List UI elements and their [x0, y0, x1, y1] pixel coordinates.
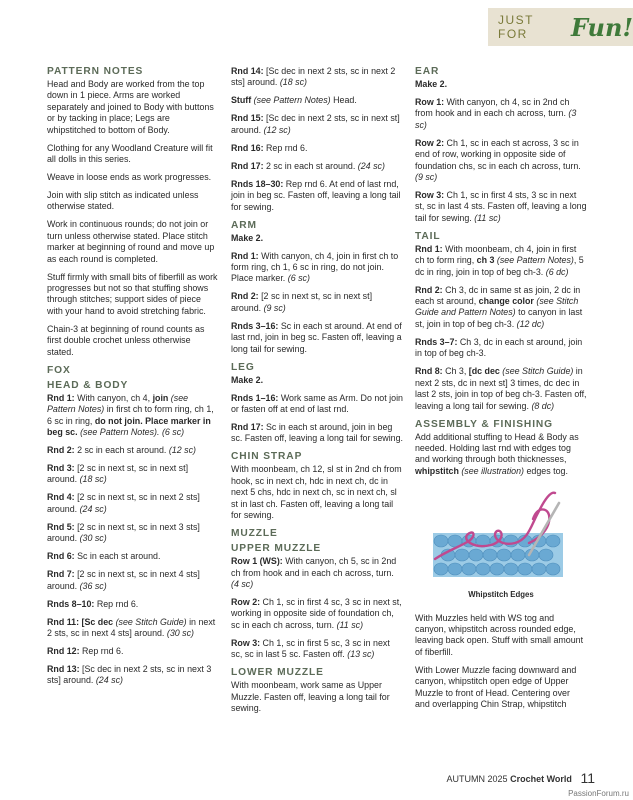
leg-rnds1-16: Rnds 1–16: Work same as Arm. Do not join or fasten off at end of last rnd.	[231, 392, 403, 415]
upper-muzzle-heading: UPPER MUZZLE	[231, 543, 322, 555]
note-paragraph: Chain-3 at beginning of round counts as first double crochet unless otherwise stated.	[47, 323, 205, 357]
ear-row3: Row 3: Ch 1, sc in first 4 sts, 3 sc in next st, sc in last 4 sts. Fasten off, leaving a long tail for sewing. (11 sc)	[415, 190, 587, 223]
upper-row2: Row 2: Ch 1, sc in first 4 sc, 3 sc in next st, working in opposite side of foundation ch, sc in each ch across, turn. (11 sc)	[231, 596, 402, 630]
tail-heading: TAIL	[415, 230, 441, 242]
chin-strap-text: With moonbeam, ch 12, sl st in 2nd ch from hook, sc in next ch, hdc in next ch, dc in next 5 chs, hdc in next ch, sc in next ch, sl st in last ch. Fasten off, leaving a long tail for sewing.	[231, 464, 402, 521]
magazine-name: Crochet World	[510, 774, 572, 784]
upper-row3: Row 3: Ch 1, sc in first 5 sc, 3 sc in next sc, sc in last 5 sc. Fasten off. (13 sc)	[231, 637, 390, 660]
instruction-rnds18-30: Rnds 18–30: Rep rnd 6. At end of last rnd, join in beg sc. Fasten off, leaving a long tail for sewing.	[231, 178, 401, 212]
note-paragraph: Head and Body are worked from the top down in 1 piece. Arms are worked separately and joined to Body with buttons or by tacking in place; Legs are whipstitched to bottom of Body.	[47, 79, 214, 135]
tail-rnd1: Rnd 1: With moonbeam, ch 4, join in first ch to form ring, ch 3 (see Pattern Notes), 5 dc in ring, join in top of beg ch-3. (6 dc)	[415, 243, 584, 277]
banner-just-for: JUST FOR	[498, 13, 534, 41]
ear-row1: Row 1: With canyon, ch 4, sc in 2nd ch from hook and in each ch across, turn. (3 sc)	[415, 97, 577, 130]
issue-label: AUTUMN 2025	[446, 774, 508, 784]
muzzle-heading: MUZZLE	[231, 528, 278, 540]
instruction-rnd15: Rnd 15: [Sc dec in next 2 sts, sc in next st] around. (12 sc)	[231, 113, 400, 135]
lower-muzzle-assembly-text: With Lower Muzzle facing downward and canyon, whipstitch open edge of Upper Muzzle to front of Head. Centering over and overlapping Chin Strap, whipstitch	[415, 664, 577, 709]
chin-strap-heading: CHIN STRAP	[231, 451, 303, 463]
instruction-rnd17: Rnd 17: 2 sc in each st around. (24 sc)	[231, 160, 385, 171]
instruction-rnd5: Rnd 5: [2 sc in next st, sc in next 3 sts] around. (30 sc)	[47, 521, 200, 544]
lower-muzzle-heading: LOWER MUZZLE	[231, 667, 324, 679]
column-3	[415, 66, 587, 717]
leg-make: Make 2.	[231, 374, 264, 385]
lower-muzzle-text: With moonbeam, work same as Upper Muzzle. Fasten off, leaving a long tail for sewing.	[231, 680, 390, 713]
instruction-rnd12: Rnd 12: Rep rnd 6.	[47, 645, 124, 656]
instruction-rnd6: Rnd 6: Sc in each st around.	[47, 551, 161, 562]
banner-fun: Fun!	[570, 12, 633, 42]
note-paragraph: Clothing for any Woodland Creature will fit all dolls in this series.	[47, 142, 213, 165]
instruction-stuff: Stuff (see Pattern Notes) Head.	[231, 95, 357, 106]
ear-row2: Row 2: Ch 1, sc in each st across, 3 sc in end of row, working in opposite side of foundation chs, sc in each ch across, turn. (9 sc)	[415, 137, 581, 183]
arm-rnd1: Rnd 1: With canyon, ch 4, join in first ch to form ring, ch 1, 6 sc in ring, do not join. Place marker. (6 sc)	[231, 250, 399, 284]
pattern-notes-heading: PATTERN NOTES	[47, 66, 144, 77]
arm-rnds3-16: Rnds 3–16: Sc in each st around. At end of last rnd, join in beg sc. Fasten off, leaving a long tail for sewing.	[231, 320, 402, 354]
leg-rnd17: Rnd 17: Sc in each st around, join in beg sc. Fasten off, leaving a long tail for sewing.	[231, 422, 404, 444]
whipstitch-illustration	[433, 485, 563, 583]
head-body-heading: HEAD & BODY	[47, 379, 129, 391]
ear-heading: EAR	[415, 66, 440, 77]
figure-caption: Whipstitch Edges	[468, 590, 534, 600]
leg-heading: LEG	[231, 361, 255, 373]
assembly-heading: ASSEMBLY & FINISHING	[415, 418, 554, 430]
watermark: PassionForum.ru	[568, 789, 629, 798]
arm-heading: ARM	[231, 219, 257, 231]
instruction-rnd4: Rnd 4: [2 sc in next st, sc in next 2 sts] around. (24 sc)	[47, 492, 200, 514]
column-1	[47, 66, 219, 693]
whipstitch-diagram	[433, 485, 563, 583]
upper-row1: Row 1 (WS): With canyon, ch 5, sc in 2nd ch from hook and in each ch across, turn. (4 sc)	[231, 556, 397, 589]
instruction-rnd16: Rnd 16: Rep rnd 6.	[231, 142, 308, 153]
column-2	[231, 66, 403, 721]
page-footer	[447, 770, 595, 786]
page-number: 11	[580, 770, 595, 786]
section-banner	[488, 8, 633, 46]
instruction-rnd13: Rnd 13: [Sc dec in next 2 sts, sc in next 3 sts] around. (24 sc)	[47, 663, 212, 686]
ear-make: Make 2.	[415, 79, 448, 89]
assembly-text: Add additional stuffing to Head & Body as needed. Holding last rnd with edges tog and working through both thicknesses, whipstitch (see illustration) edges tog.	[415, 431, 579, 476]
note-paragraph: Join with slip stitch as indicated unless otherwise stated.	[47, 190, 199, 212]
note-paragraph: Stuff firmly with small bits of fiberfill as work progresses but not so that stuffing shows through stitches; support sides of piece with your hand to avoid stretching fabric.	[47, 271, 218, 316]
instruction-rnd3: Rnd 3: [2 sc in next st, sc in next st] around. (18 sc)	[47, 462, 189, 485]
instruction-rnd2: Rnd 2: 2 sc in each st around. (12 sc)	[47, 444, 196, 455]
fox-heading: FOX	[47, 364, 71, 376]
tail-rnd2: Rnd 2: Ch 3, dc in same st as join, 2 dc in each st around, change color (see Stitch Guide and Pattern Notes) to canyon in last st, join in top of beg ch-3. (12 dc)	[415, 284, 583, 329]
note-paragraph: Work in continuous rounds; do not join or turn unless otherwise stated. Place stitch marker at beginning of round and move up as each round is completed.	[47, 219, 215, 264]
muzzle-assembly-text: With Muzzles held with WS tog and canyon, whipstitch across rounded edge, leaving back open. Stuff with small amount of fiberfill.	[415, 612, 584, 657]
instruction-rnds8-10: Rnds 8–10: Rep rnd 6.	[47, 598, 139, 609]
arm-make: Make 2.	[231, 232, 264, 243]
instruction-rnd1: Rnd 1: With canyon, ch 4, join (see Pattern Notes) in first ch to form ring, ch 1, 6 sc in ring, do not join. Place marker in beg sc. (see Pattern Notes). (6 sc)	[47, 392, 214, 437]
instruction-rnd7: Rnd 7: [2 sc in next st, sc in next 4 sts] around. (36 sc)	[47, 569, 200, 591]
note-paragraph: Weave in loose ends as work progresses.	[47, 172, 212, 183]
arm-rnd2: Rnd 2: [2 sc in next st, sc in next st] around. (9 sc)	[231, 291, 373, 313]
tail-rnds3-7: Rnds 3–7: Ch 3, dc in each st around, join in top of beg ch-3.	[415, 336, 583, 359]
instruction-rnd14: Rnd 14: [Sc dec in next 2 sts, sc in next 2 sts] around. (18 sc)	[231, 66, 396, 88]
tail-rnd8: Rnd 8: Ch 3, [dc dec (see Stitch Guide) in next 2 sts, dc in next st] 3 times, dc dec in last 2 sts, join in top of beg ch-3. Fasten off, leaving a long tail for sewing. (8 dc)	[415, 366, 587, 411]
instruction-rnd11: Rnd 11: [Sc dec (see Stitch Guide) in next 2 sts, sc in next 4 sts] around. (30 sc)	[47, 616, 216, 638]
